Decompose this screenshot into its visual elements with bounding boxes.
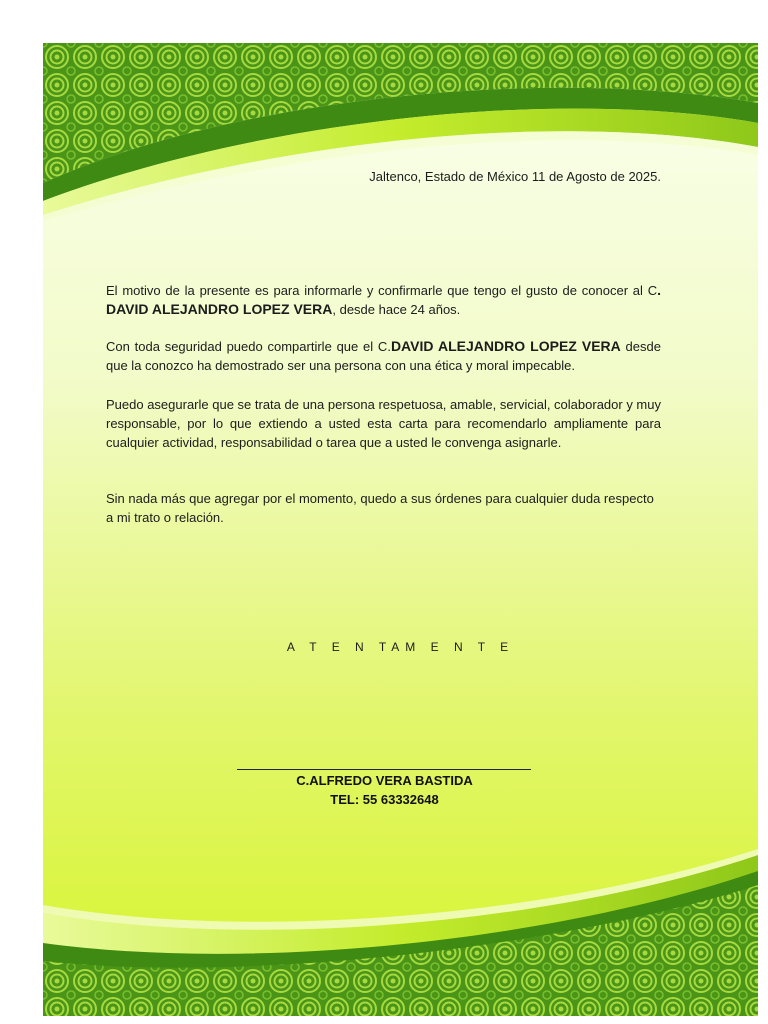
paragraph-closing: Sin nada más que agregar por el momento, quedo a sus órdenes para cualquier duda respecto a mi trato o relación. — [106, 491, 654, 525]
signature-line — [237, 769, 531, 770]
closing-salutation: A T E N TAM E N T E — [286, 640, 515, 654]
date-line: Jaltenco, Estado de México 11 de Agosto de 2025. — [369, 169, 661, 184]
paragraph-intro: El motivo de la presente es para informarle y confirmarle que tengo el gusto de conocer al C. DAVID ALEJANDRO LOPEZ VERA, desde hace 24 años. — [106, 282, 661, 317]
paragraph-ethics: Con toda seguridad puedo compartirle que el C.DAVID ALEJANDRO LOPEZ VERA desde que la conozco ha demostrado ser una persona con una ética y moral impecable. — [106, 338, 661, 373]
paragraph-qualities: Puedo asegurarle que se trata de una persona respetuosa, amable, servicial, colaborador y muy responsable, por lo que extiendo a usted esta carta para recomendarlo ampliamente para cualquier actividad, responsabilidad o tarea que a usted le convenga asignarle. — [106, 397, 661, 450]
letter-page — [43, 43, 758, 1016]
signature-name: C.ALFREDO VERA BASTIDA — [296, 773, 473, 788]
recommended-person-name: . DAVID ALEJANDRO LOPEZ VERA — [106, 282, 661, 317]
signature-phone: TEL: 55 63332648 — [330, 792, 439, 807]
recommended-person-name: DAVID ALEJANDRO LOPEZ VERA — [390, 338, 621, 354]
